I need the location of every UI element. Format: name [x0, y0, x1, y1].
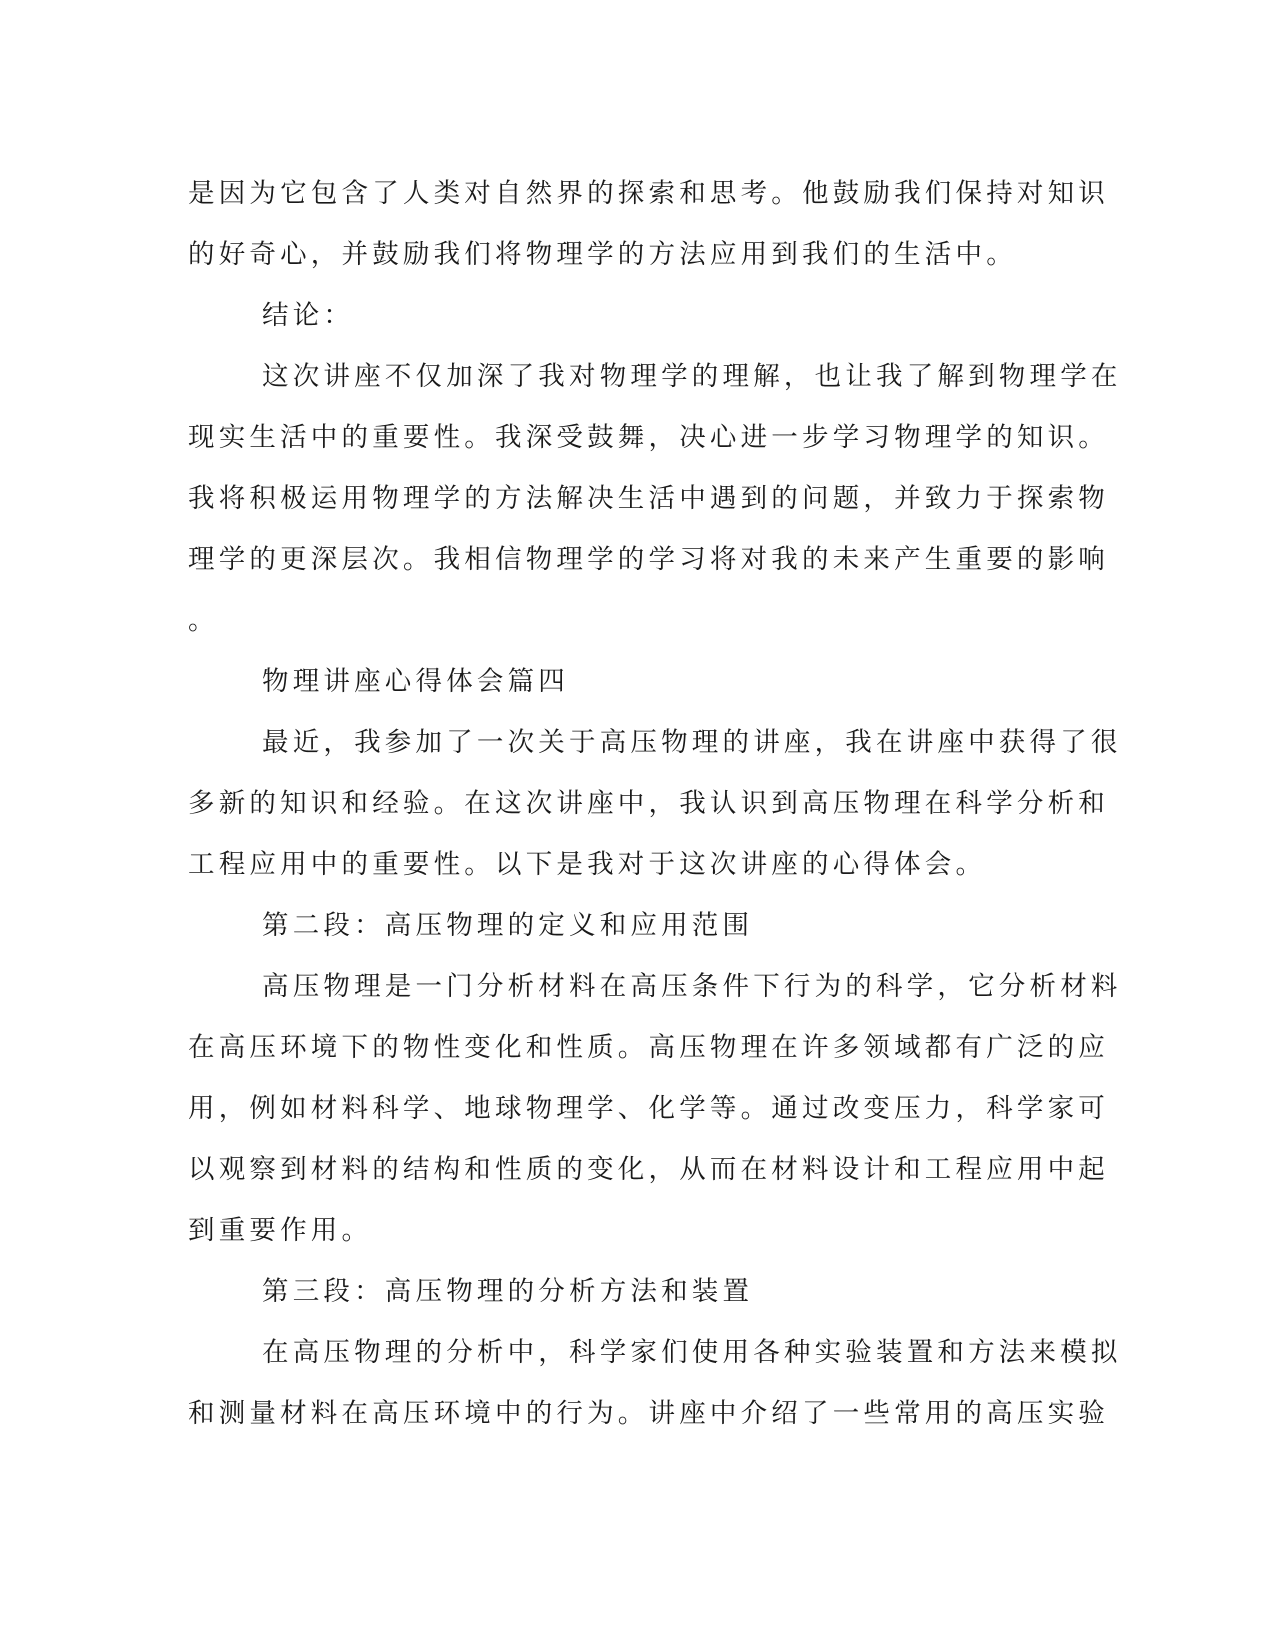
text-line: 高压物理是一门分析材料在高压条件下行为的科学，它分析材料 — [262, 971, 1122, 1002]
text-line: 和测量材料在高压环境中的行为。讲座中介绍了一些常用的高压实验 — [188, 1398, 1109, 1429]
text-line: 用，例如材料科学、地球物理学、化学等。通过改变压力，科学家可 — [188, 1093, 1109, 1124]
text-line: 这次讲座不仅加深了我对物理学的理解，也让我了解到物理学在 — [262, 361, 1122, 392]
text-line: 理学的更深层次。我相信物理学的学习将对我的未来产生重要的影响 — [188, 544, 1109, 575]
text-line: 是因为它包含了人类对自然界的探索和思考。他鼓励我们保持对知识 — [188, 178, 1109, 209]
section-heading-part-three: 第三段：高压物理的分析方法和装置 — [262, 1276, 754, 1307]
text-line: 多新的知识和经验。在这次讲座中，我认识到高压物理在科学分析和 — [188, 788, 1109, 819]
text-line: 我将积极运用物理学的方法解决生活中遇到的问题，并致力于探索物 — [188, 483, 1109, 514]
text-line: 最近，我参加了一次关于高压物理的讲座，我在讲座中获得了很 — [262, 727, 1122, 758]
text-line: 到重要作用。 — [188, 1215, 373, 1246]
text-line: 在高压环境下的物性变化和性质。高压物理在许多领域都有广泛的应 — [188, 1032, 1109, 1063]
article-title: 物理讲座心得体会篇四 — [262, 666, 569, 697]
document-body — [188, 163, 1122, 1444]
text-line: 工程应用中的重要性。以下是我对于这次讲座的心得体会。 — [188, 849, 987, 880]
section-heading-conclusion: 结论： — [262, 300, 355, 331]
section-heading-part-two: 第二段：高压物理的定义和应用范围 — [262, 910, 754, 941]
text-line: 的好奇心，并鼓励我们将物理学的方法应用到我们的生活中。 — [188, 239, 1017, 270]
text-line: 。 — [188, 605, 219, 636]
text-line: 现实生活中的重要性。我深受鼓舞，决心进一步学习物理学的知识。 — [188, 422, 1109, 453]
text-line: 以观察到材料的结构和性质的变化，从而在材料设计和工程应用中起 — [188, 1154, 1109, 1185]
text-line: 在高压物理的分析中，科学家们使用各种实验装置和方法来模拟 — [262, 1337, 1122, 1368]
